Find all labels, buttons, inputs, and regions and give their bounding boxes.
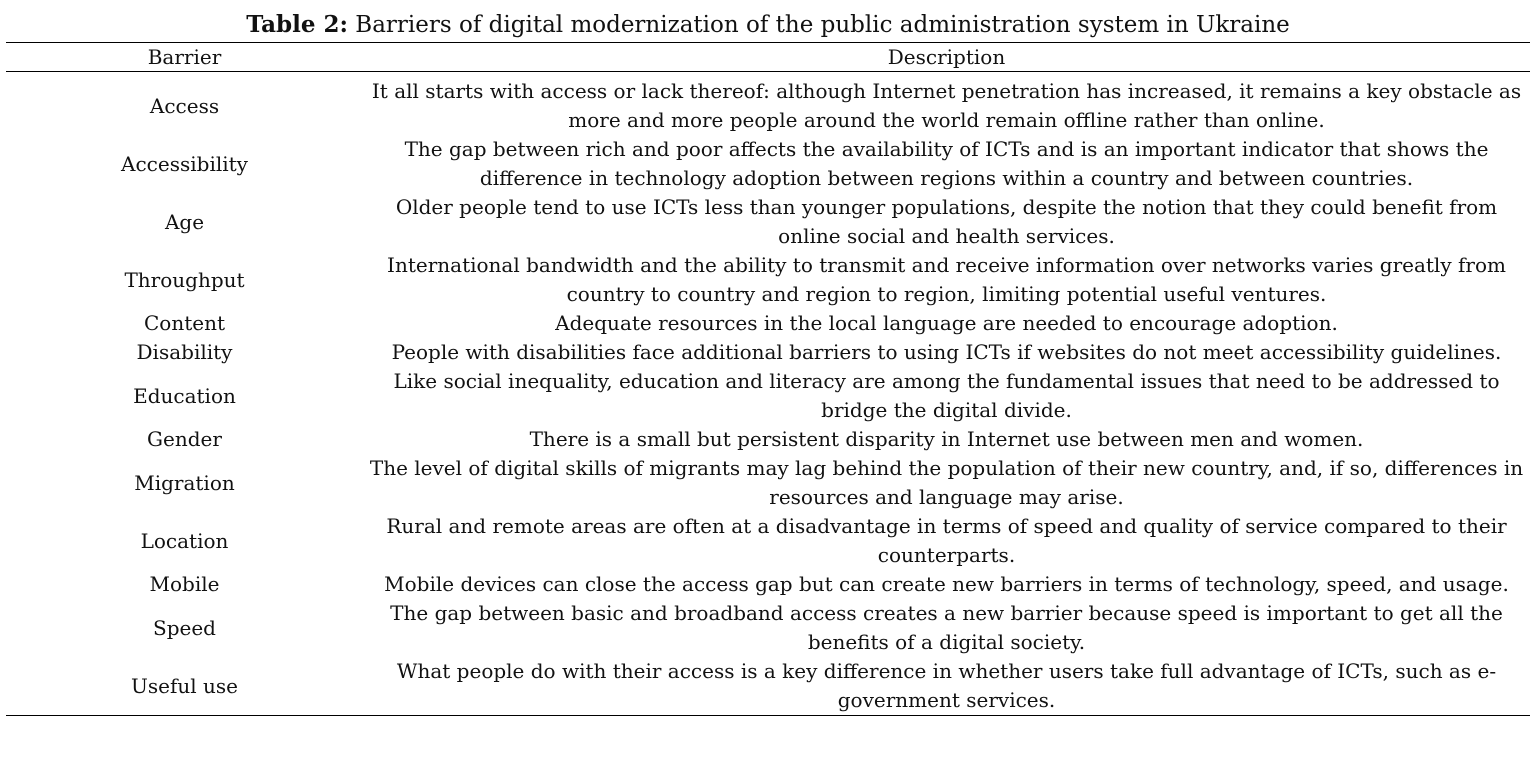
- table-row: [6, 512, 1530, 570]
- barrier-cell: Location: [140, 528, 229, 553]
- barrier-cell: Throughput: [124, 267, 245, 292]
- barrier-cell: Age: [164, 209, 205, 234]
- table-row: [6, 599, 1530, 657]
- barrier-cell: Useful use: [131, 673, 238, 698]
- description-cell: Rural and remote areas are often at a disadvantage in terms of speed and quality of service compared to their counterparts.: [386, 514, 1507, 567]
- description-cell: Like social inequality, education and literacy are among the fundamental issues that need to be addressed to bridge the digital divide.: [393, 369, 1500, 422]
- description-cell: Older people tend to use ICTs less than younger populations, despite the notion that they could benefit from online social and health services.: [395, 195, 1498, 248]
- barrier-cell: Content: [143, 311, 225, 335]
- table-row: [6, 72, 1530, 136]
- table-row: [6, 657, 1530, 716]
- table-row: [6, 454, 1530, 512]
- header-description: Description: [887, 45, 1006, 69]
- table-row: [6, 309, 1530, 338]
- barrier-cell: Mobile: [149, 572, 220, 596]
- description-cell: The level of digital skills of migrants may lag behind the population of their new country, and, if so, differences in resources and language may arise.: [369, 456, 1524, 509]
- barriers-table-figure: [6, 8, 1530, 716]
- description-cell: The gap between rich and poor affects the availability of ICTs and is an important indicator that shows the difference in technology adoption between regions within a country and between countries.: [404, 137, 1489, 190]
- barrier-cell: Accessibility: [121, 151, 248, 176]
- table-row: [6, 570, 1530, 599]
- table-caption-text: Barriers of digital modernization of the public administration system in Ukraine: [348, 12, 1290, 38]
- table-row: [6, 367, 1530, 425]
- description-cell: What people do with their access is a key difference in whether users take full advantage of ICTs, such as e-government services.: [396, 659, 1497, 712]
- description-cell: Adequate resources in the local language are needed to encourage adoption.: [555, 311, 1338, 335]
- description-cell: International bandwidth and the ability to transmit and receive information over networks varies greatly from country to country and region to region, limiting potential useful ventures.: [387, 253, 1506, 306]
- description-cell: People with disabilities face additional barriers to using ICTs if websites do not meet accessibility guidelines.: [391, 340, 1502, 364]
- table-row: [6, 338, 1530, 367]
- barrier-cell: Education: [133, 383, 236, 408]
- table-caption-label: Table 2:: [246, 11, 348, 38]
- description-cell: There is a small but persistent disparity in Internet use between men and women.: [529, 427, 1364, 451]
- table-caption: [6, 8, 1530, 42]
- barrier-cell: Gender: [147, 427, 222, 451]
- description-cell: Mobile devices can close the access gap but can create new barriers in terms of technology, speed, and usage.: [384, 572, 1509, 596]
- table-header-row: [6, 43, 1530, 72]
- barrier-cell: Speed: [153, 615, 216, 640]
- table-row: [6, 425, 1530, 454]
- description-cell: The gap between basic and broadband access creates a new barrier because speed is important to get all the benefits of a digital society.: [390, 601, 1503, 654]
- table-row: [6, 251, 1530, 309]
- barrier-cell: Access: [149, 93, 220, 118]
- barrier-cell: Migration: [134, 470, 235, 495]
- description-cell: It all starts with access or lack thereof: although Internet penetration has increased, it remains a key obstacle as more and more people around the world remain offline rather than online.: [371, 79, 1522, 132]
- barrier-cell: Disability: [136, 340, 233, 364]
- barriers-table: [6, 42, 1530, 716]
- table-row: [6, 193, 1530, 251]
- table-row: [6, 135, 1530, 193]
- header-barrier: Barrier: [147, 45, 222, 69]
